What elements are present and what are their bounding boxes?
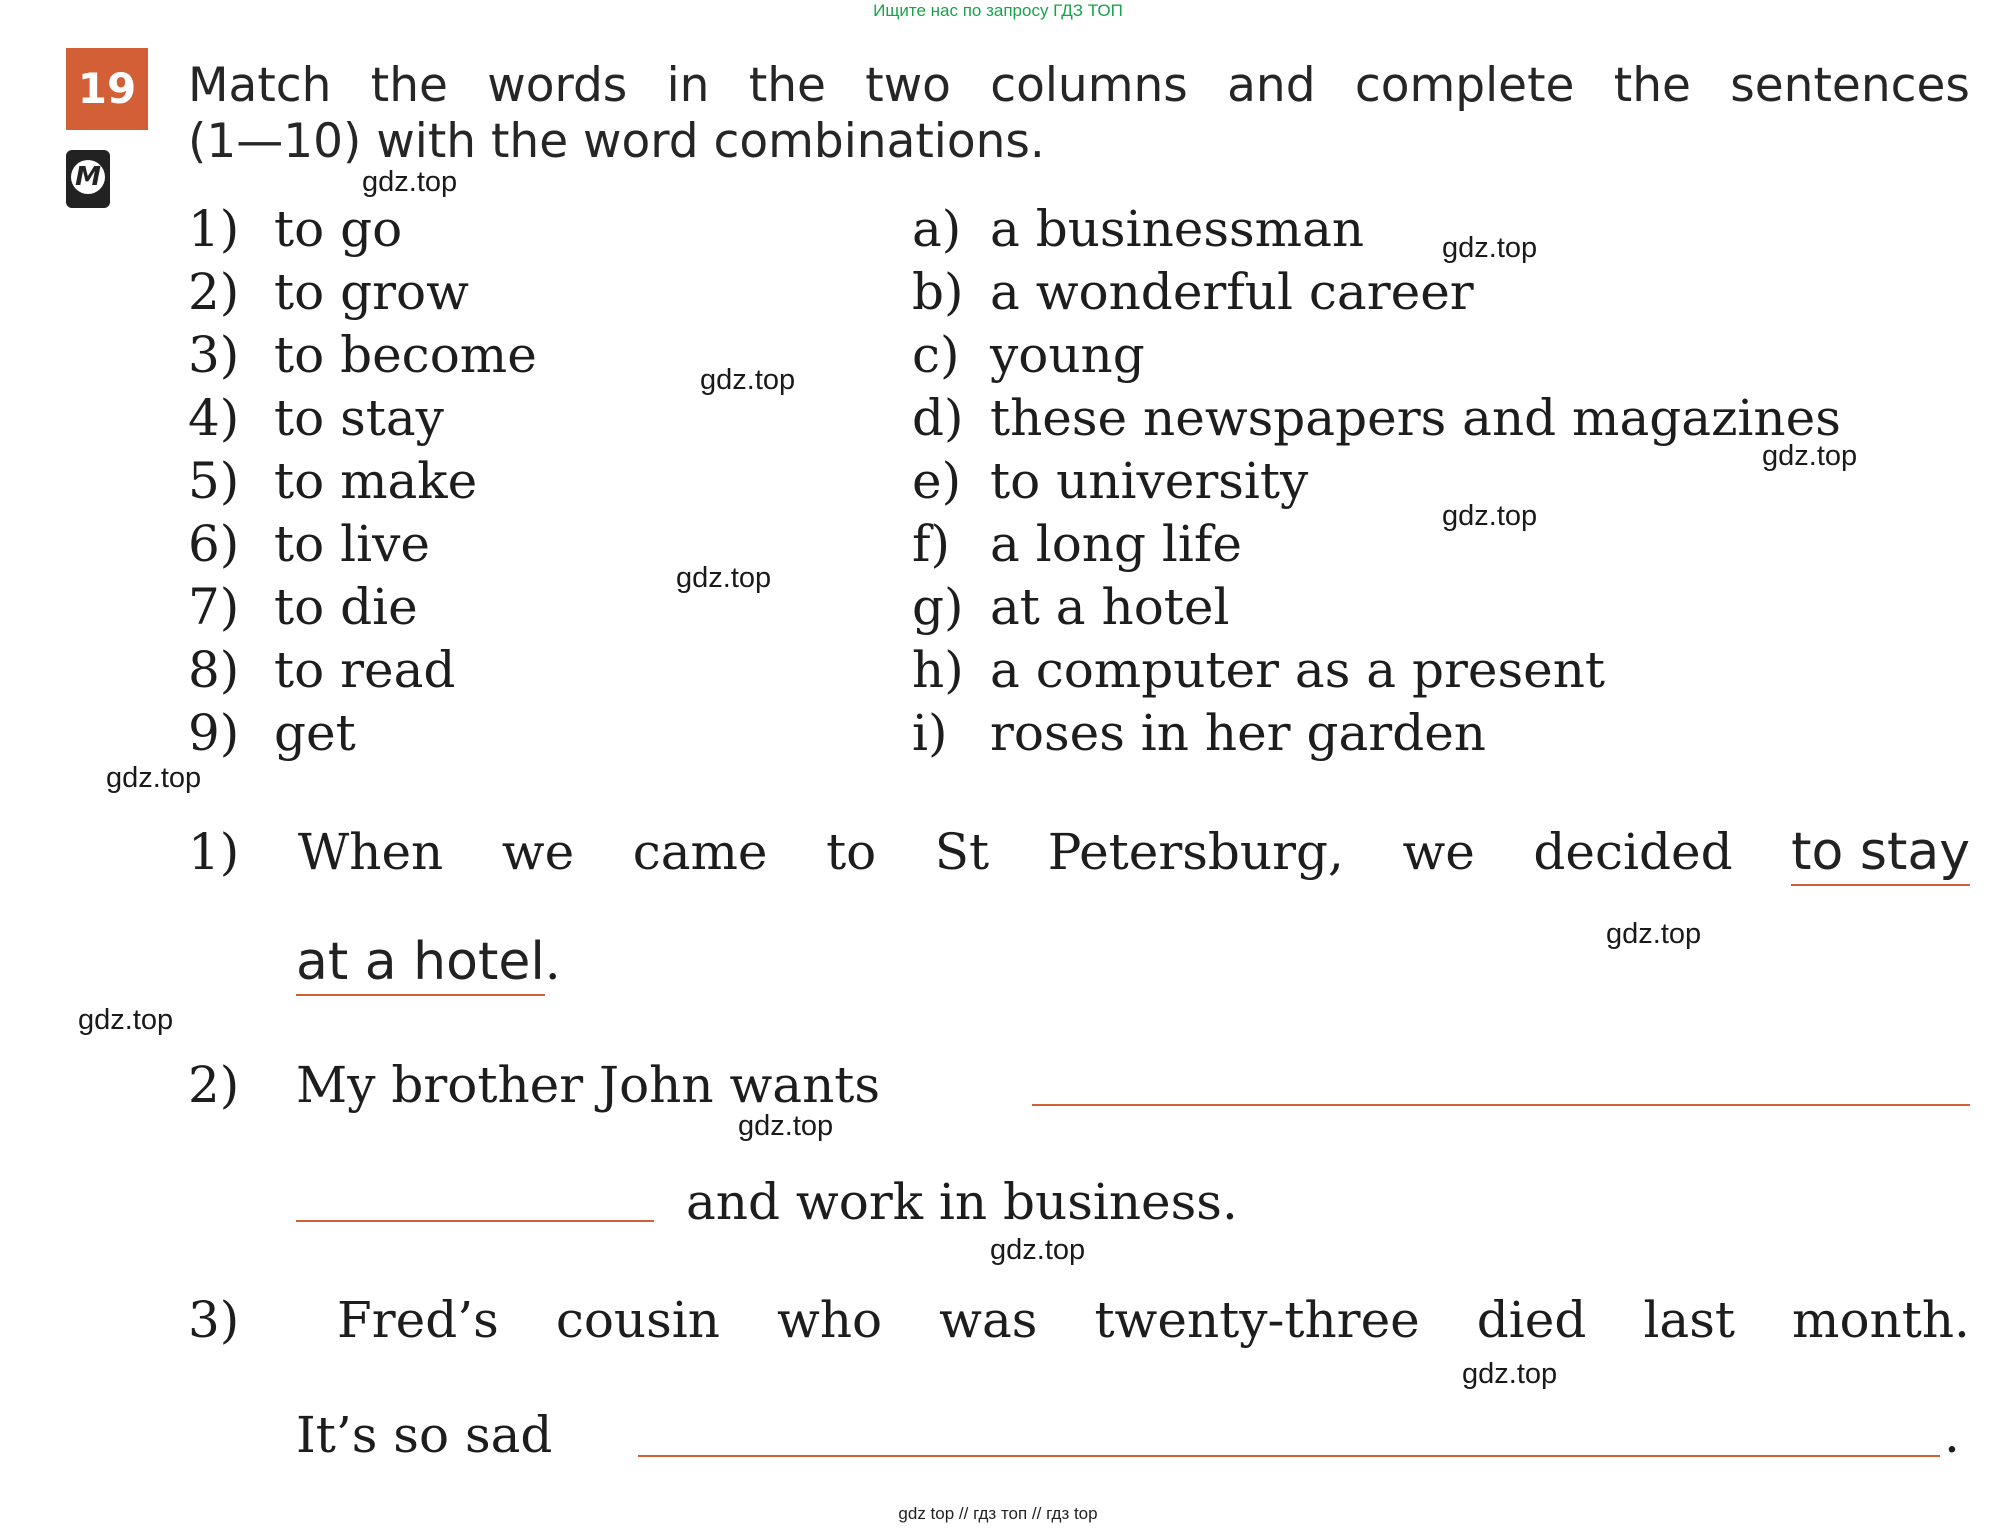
watermark-text: gdz.top: [1442, 232, 1538, 264]
instruction-word: in: [666, 58, 710, 113]
sentence-word: was: [939, 1291, 1038, 1349]
right-column: [912, 198, 1841, 765]
left-item: [188, 576, 537, 639]
right-item-text: roses in her garden: [990, 704, 1486, 762]
sentence-word: we: [501, 823, 575, 881]
left-item: [188, 450, 537, 513]
right-item: [912, 198, 1841, 261]
right-item-letter: a): [912, 200, 962, 258]
left-item: [188, 387, 537, 450]
right-item-letter: e): [912, 452, 962, 510]
left-item-number: 4): [188, 389, 240, 447]
left-item-text: to live: [274, 515, 430, 573]
watermark-text: gdz.top: [738, 1110, 834, 1142]
sentence-end-period: .: [1944, 1406, 1960, 1464]
right-item: [912, 513, 1841, 576]
watermark-text: gdz.top: [1462, 1358, 1558, 1390]
watermark-text: gdz.top: [676, 562, 772, 594]
answer-2-blank-line-2[interactable]: [296, 1220, 654, 1222]
right-item-letter: g): [912, 578, 964, 636]
watermark-text: gdz.top: [990, 1234, 1086, 1266]
bottom-footer-text: gdz top // гдз топ // гдз top: [898, 1504, 1098, 1523]
left-item-text: to grow: [274, 263, 469, 321]
left-item-number: 8): [188, 641, 240, 699]
right-item: [912, 261, 1841, 324]
instruction-line-2: (1—10) with the word combinations.: [188, 114, 1045, 169]
sentence-word: decided: [1533, 823, 1733, 881]
right-item-letter: d): [912, 389, 964, 447]
right-item-letter: i): [912, 704, 948, 762]
watermark-text: gdz.top: [700, 364, 796, 396]
instruction-word: words: [487, 58, 628, 113]
m-marker-icon: [66, 150, 110, 208]
left-item-number: 7): [188, 578, 240, 636]
left-item-number: 2): [188, 263, 240, 321]
left-item-text: to stay: [274, 389, 444, 447]
instruction-word: columns: [990, 58, 1188, 113]
right-item-letter: h): [912, 641, 964, 699]
right-item-letter: c): [912, 326, 960, 384]
left-item: [188, 198, 537, 261]
sentence-2-continuation: and work in business.: [686, 1173, 1238, 1231]
left-item: [188, 513, 537, 576]
sentence-end-period: .: [544, 933, 561, 991]
sentence-word: twenty-three: [1094, 1291, 1420, 1349]
right-item: [912, 576, 1841, 639]
left-item-text: get: [274, 704, 356, 762]
left-item-text: to become: [274, 326, 537, 384]
left-item-text: to go: [274, 200, 403, 258]
right-item: [912, 702, 1841, 765]
instruction-word: the: [1613, 58, 1691, 113]
answer-1-part1: to stay: [1791, 822, 1970, 886]
sentence-3: [188, 1290, 1970, 1350]
sentence-word: St: [934, 823, 990, 881]
left-item-text: to die: [274, 578, 418, 636]
sentence-word: cousin: [555, 1291, 720, 1349]
sentence-word: Fred’s: [337, 1291, 499, 1349]
sentence-word: came: [632, 823, 768, 881]
sentence-number: 1): [188, 823, 240, 881]
sentence-word: died: [1476, 1291, 1587, 1349]
watermark-text: gdz.top: [106, 762, 202, 794]
left-item-number: 5): [188, 452, 240, 510]
answer-3-blank-line[interactable]: [638, 1455, 1940, 1457]
instruction-word: the: [748, 58, 826, 113]
sentence-word: who: [777, 1291, 883, 1349]
right-item-text: a long life: [990, 515, 1242, 573]
m-marker-letter: М: [71, 160, 105, 194]
exercise-instruction: [188, 58, 1970, 170]
sentence-word: we: [1402, 823, 1475, 881]
sentence-word: When: [297, 823, 444, 881]
watermark-text: gdz.top: [362, 166, 458, 198]
instruction-word: Match: [188, 58, 332, 113]
right-item-text: a businessman: [990, 200, 1365, 258]
sentence-number: 2): [188, 1056, 240, 1114]
instruction-word: sentences: [1730, 58, 1970, 113]
sentence-text: My brother John wants: [296, 1056, 881, 1114]
answer-1-part2: at a hotel: [296, 932, 545, 996]
instruction-line-1: [188, 58, 1970, 114]
left-item: [188, 261, 537, 324]
top-banner-text: Ищите нас по запросу ГДЗ ТОП: [873, 1, 1123, 20]
watermark-text: gdz.top: [1606, 918, 1702, 950]
sentence-1-continuation: [296, 932, 561, 992]
left-item-number: 9): [188, 704, 240, 762]
sentence-word: last: [1643, 1291, 1735, 1349]
sentence-word: month.: [1792, 1291, 1970, 1349]
left-column: [188, 198, 537, 765]
right-item-text: a wonderful career: [990, 263, 1474, 321]
right-item-text: young: [990, 326, 1145, 384]
sentence-word: to: [826, 823, 877, 881]
left-item: [188, 324, 537, 387]
right-item-letter: b): [912, 263, 964, 321]
exercise-number-badge: 19: [66, 48, 148, 130]
instruction-word: complete: [1354, 58, 1575, 113]
instruction-word: the: [370, 58, 448, 113]
right-item-text: to university: [990, 452, 1309, 510]
watermark-text: gdz.top: [78, 1004, 174, 1036]
sentence-word: Petersburg,: [1047, 823, 1344, 881]
left-item-number: 6): [188, 515, 240, 573]
left-item: [188, 702, 537, 765]
answer-2-blank-line[interactable]: [1032, 1104, 1970, 1106]
instruction-word: two: [865, 58, 951, 113]
right-item-text: at a hotel: [990, 578, 1230, 636]
right-item: [912, 324, 1841, 387]
watermark-text: gdz.top: [1762, 440, 1858, 472]
right-item-letter: f): [912, 515, 951, 573]
left-item-text: to read: [274, 641, 456, 699]
right-item: [912, 639, 1841, 702]
right-item: [912, 387, 1841, 450]
right-item-text: a computer as a present: [990, 641, 1606, 699]
right-item-text: these newspapers and magazines: [990, 389, 1841, 447]
left-item-number: 1): [188, 200, 240, 258]
right-item: [912, 450, 1841, 513]
left-item: [188, 639, 537, 702]
sentence-2: [188, 1055, 880, 1115]
watermark-text: gdz.top: [1442, 500, 1538, 532]
sentence-1: [188, 822, 1970, 886]
sentence-number: 3): [188, 1291, 240, 1349]
left-item-number: 3): [188, 326, 240, 384]
left-item-text: to make: [274, 452, 478, 510]
instruction-word: and: [1227, 58, 1316, 113]
sentence-3-continuation: It’s so sad: [296, 1406, 553, 1464]
